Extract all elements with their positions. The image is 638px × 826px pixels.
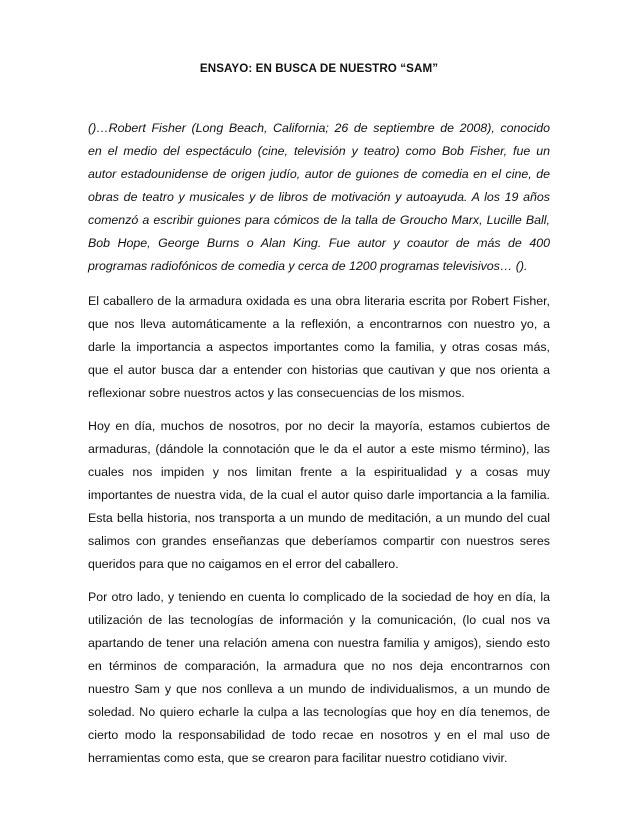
text-line: en términos de comparación, la armadura que no nos deja encontrarnos con <box>88 659 550 673</box>
text-line: Hoy en día, muchos de nosotros, por no decir la mayoría, estamos cubiertos de <box>88 419 550 433</box>
text-line: salimos con grandes enseñanzas que deberíamos compartir con nuestros seres <box>88 534 550 548</box>
text-line: armaduras, (dándole la connotación que le da el autor a este mismo término), las <box>88 442 550 456</box>
text-line: ()…Robert Fisher (Long Beach, California; 26 de septiembre de 2008), conocido <box>88 121 550 135</box>
text-line: que el autor busca dar a entender con historias que cautivan y que nos orienta a <box>88 363 550 377</box>
text-line: programas radiofónicos de comedia y cerca de 1200 programas televisivos… (). <box>88 259 528 273</box>
text-line: cuales nos impiden y nos limitan frente a la espiritualidad y a cosas muy <box>88 465 550 479</box>
text-line: queridos para que no caigamos en el error del caballero. <box>88 557 399 571</box>
paragraph-technology <box>88 586 550 770</box>
text-line: Esta bella historia, nos transporta a un mundo de meditación, a un mundo del cual <box>88 511 550 525</box>
text-line: apartando de tener una relación amena con nuestra familia y amigos), siendo esto <box>88 636 550 650</box>
text-line: obras de teatro y musicales y de libros de motivación y autoayuda. A los 19 años <box>88 190 550 204</box>
paragraph-introduction <box>88 290 550 405</box>
text-line: que nos lleva automáticamente a la reflexión, a encontrarnos con nuestro yo, a <box>88 317 550 331</box>
text-line: herramientas como esta, que se crearon para facilitar nuestro cotidiano vivir. <box>88 751 508 765</box>
text-line: Por otro lado, y teniendo en cuenta lo complicado de la sociedad de hoy en día, la <box>88 590 550 604</box>
text-line: Bob Hope, George Burns o Alan King. Fue autor y coautor de más de 400 <box>88 236 550 250</box>
text-line: autor estadounidense de origen judío, autor de guiones de comedia en el cine, de <box>88 167 550 181</box>
text-line: comenzó a escribir guiones para cómicos de la talla de Groucho Marx, Lucille Ball, <box>88 213 550 227</box>
text-line: soledad. No quiero echarle la culpa a las tecnologías que hoy en día tenemos, de <box>88 705 550 719</box>
text-line: utilización de las tecnologías de información y la comunicación, (lo cual nos va <box>88 613 550 627</box>
text-line: darle la importancia a aspectos importantes como la familia, y otras cosas más, <box>88 340 550 354</box>
paragraph-armor <box>88 415 550 576</box>
essay-title: ENSAYO: EN BUSCA DE NUESTRO “SAM” <box>199 62 439 75</box>
text-line: en el medio del espectáculo (cine, televisión y teatro) como Bob Fisher, fue un <box>88 144 550 158</box>
text-line: nuestro Sam y que nos conlleva a un mundo de individualismos, a un mundo de <box>88 682 550 696</box>
text-line: cierto modo la responsabilidad de todo recae en nosotros y en el mal uso de <box>88 728 550 742</box>
text-line: reflexionar sobre nuestros actos y las consecuencias de los mismos. <box>88 386 465 400</box>
text-line: importantes de nuestra vida, de la cual el autor quiso darle importancia a la familia. <box>88 488 550 502</box>
paragraph-biography <box>88 117 550 278</box>
text-line: El caballero de la armadura oxidada es una obra literaria escrita por Robert Fisher, <box>88 294 550 308</box>
